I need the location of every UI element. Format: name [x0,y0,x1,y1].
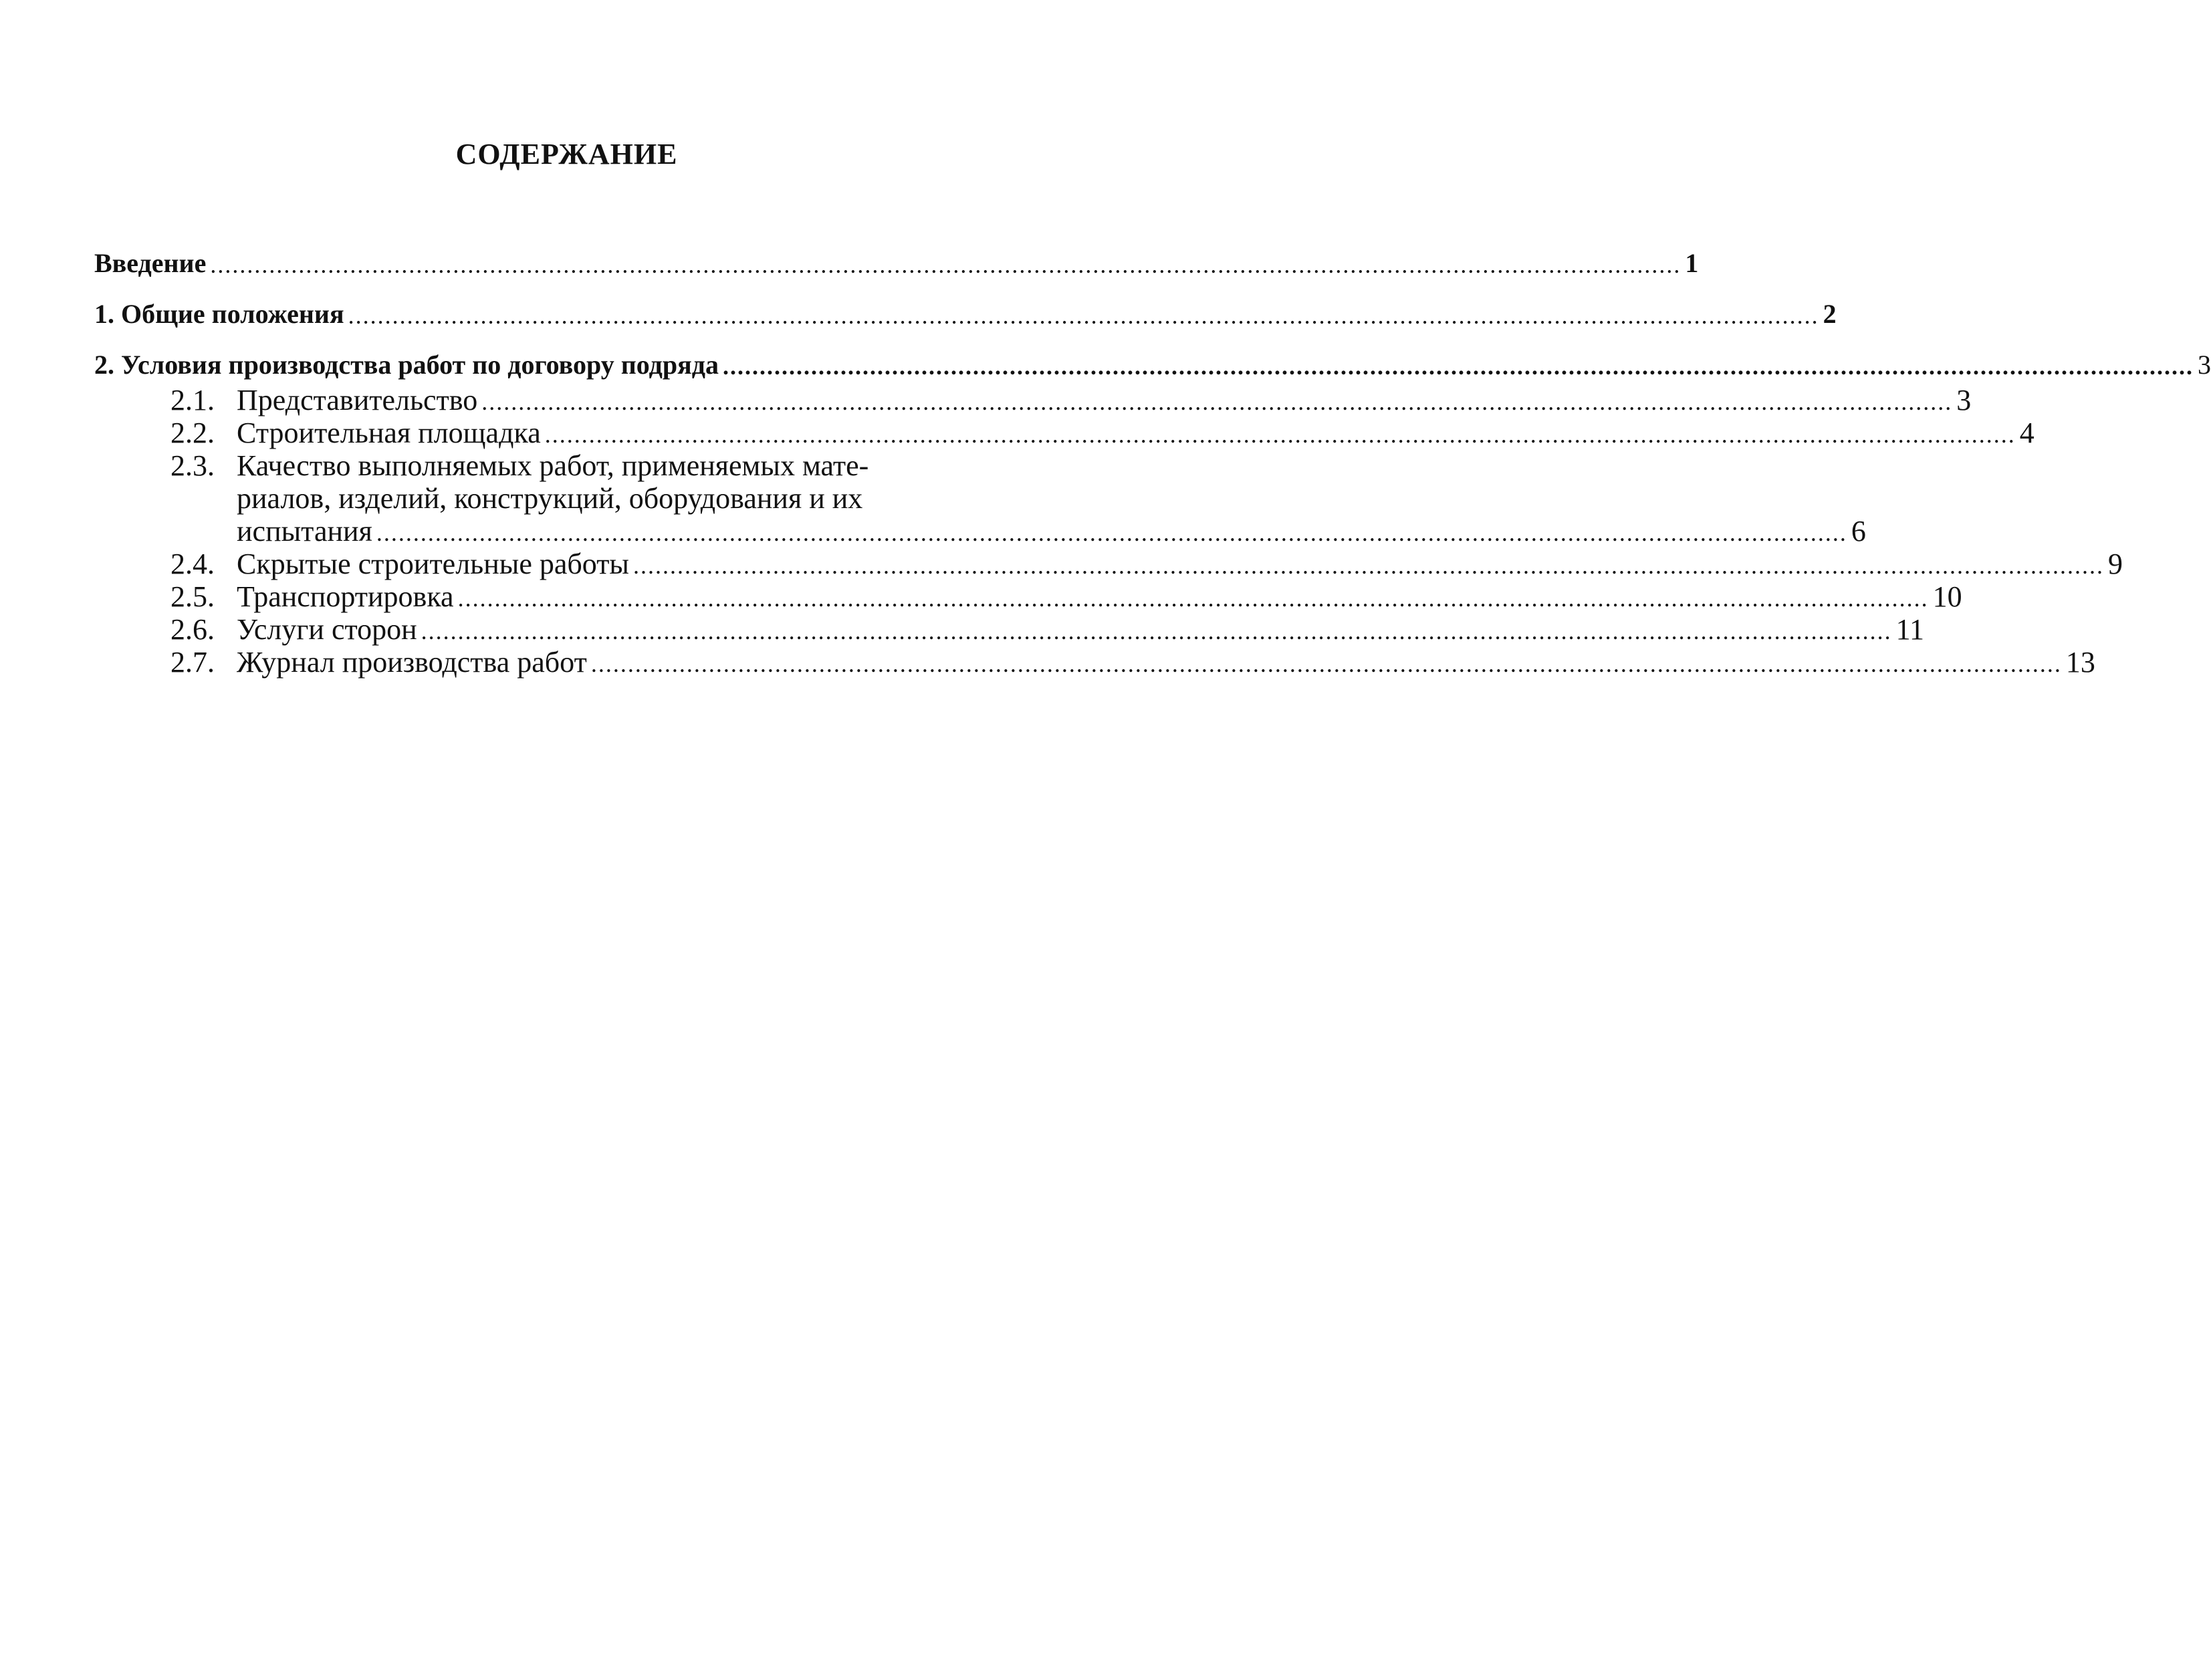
toc-entry-label: испытания [237,515,372,548]
dot-leader: ........................................................................................................................................................................................................ [590,650,2062,677]
toc-entry-label: Представительство [237,384,478,416]
toc-entry-section-1[interactable] [94,298,1837,330]
toc-entry-introduction[interactable] [94,247,1699,279]
toc-entry-number: 2.5. [170,580,215,613]
toc-entry-number: 2.1. [170,384,215,416]
toc-entry-label: Введение [94,248,207,278]
dot-leader: ........................................................................................................................................................................................................ [348,302,1819,329]
toc-entry-number: 2.3. [170,449,215,482]
page-title: СОДЕРЖАНИЕ [455,138,678,170]
dot-leader: ........................................................................................................................................................................................................ [481,388,1953,415]
toc-entry-2-6[interactable] [94,613,1925,646]
toc-page-number: 6 [1851,515,1866,548]
toc-page-number: 2 [1823,299,1837,329]
toc-entry-label-line-2: риалов, изделий, конструкций, оборудования и их [237,482,863,515]
dot-leader: ........................................................................................................................................................................................................ [722,353,2194,380]
toc-entry-label: Журнал производства работ [237,646,587,679]
toc-page-number: 11 [1895,613,1925,646]
dot-leader: ........................................................................................................................................................................................................ [376,519,1847,546]
toc-entry-section-2[interactable] [94,349,2211,381]
toc-entry-2-1[interactable] [94,384,1972,416]
dot-leader: ........................................................................................................................................................................................................ [457,585,1929,612]
toc-entry-number: 2.4. [170,548,215,580]
toc-entry-label: Транспортировка [237,580,454,613]
toc-page-number: 3 [1956,384,1972,416]
toc-entry-2-3[interactable] [94,449,1866,548]
dot-leader: ........................................................................................................................................................................................................ [421,618,1892,644]
table-of-contents [94,247,2211,679]
dot-leader: ........................................................................................................................................................................................................ [544,421,2016,448]
toc-page-number: 9 [2108,548,2123,580]
toc-entry-number: 2.6. [170,613,215,646]
toc-entry-number: 2.2. [170,416,215,449]
toc-entry-label-line-1: Качество выполняемых работ, применяемых мате- [237,449,869,482]
toc-entry-label: Скрытые строительные работы [237,548,629,580]
toc-entry-label: Строительная площадка [237,416,541,449]
toc-page-number: 1 [1685,248,1699,278]
toc-entry-2-7[interactable] [94,646,2095,679]
dot-leader: ........................................................................................................................................................................................................ [633,552,2104,579]
toc-page-number: 13 [2065,646,2095,679]
toc-page-number: 3 [2197,350,2211,380]
toc-entry-label: 1. Общие положения [94,299,344,329]
toc-entry-2-4[interactable] [94,548,2123,580]
toc-page-number: 10 [1932,580,1962,613]
toc-entry-label: 2. Условия производства работ по договору подряда [94,350,719,380]
toc-page-number: 4 [2019,416,2034,449]
toc-entry-number: 2.7. [170,646,215,679]
toc-entry-label: Услуги сторон [237,613,417,646]
toc-entry-2-2[interactable] [94,416,2034,449]
dot-leader: ........................................................................................................................................................................................................ [210,251,1681,278]
toc-entry-2-5[interactable] [94,580,1962,613]
